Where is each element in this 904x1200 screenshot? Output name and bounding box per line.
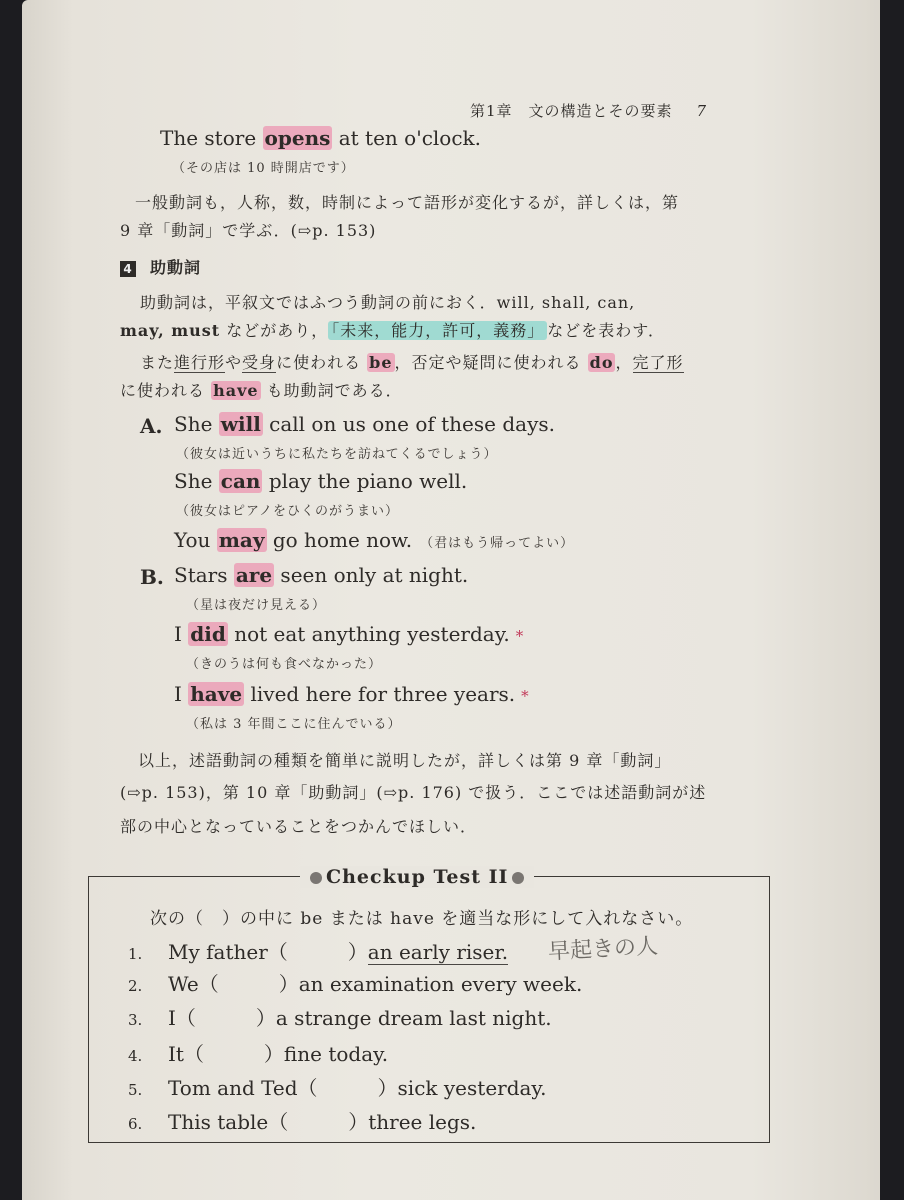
question-text: We（ ）an examination every week. xyxy=(168,972,583,996)
section-number: 4 xyxy=(120,261,136,277)
question-number: 2. xyxy=(128,977,143,995)
section-title: 助動詞 xyxy=(150,258,202,277)
asterisk: * xyxy=(515,627,524,645)
highlight-have: have xyxy=(190,682,243,706)
translation: （彼女は近いうちに私たちを訪ねてくるでしょう） xyxy=(176,447,498,462)
underline-perfect: 完了形 xyxy=(632,353,684,372)
text: や xyxy=(225,353,243,372)
question-text: This table（ ）three legs. xyxy=(168,1110,477,1134)
text: Stars xyxy=(174,563,234,587)
translation: （彼女はピアノをひくのがうまい） xyxy=(176,504,399,519)
text: You xyxy=(174,528,217,552)
example-a3 xyxy=(174,528,574,552)
page-number: 7 xyxy=(696,102,708,120)
question-text: It（ ）fine today. xyxy=(168,1042,389,1066)
para2-line1: 助動詞は，平叙文ではふつう動詞の前におく．will, shall, can, xyxy=(140,293,636,312)
checkup-title xyxy=(300,866,534,888)
highlight-meanings: 「未来，能力，許可，義務」 xyxy=(328,321,547,340)
checkup-instruction: 次の（ ）の中に be または have を適当な形にして入れなさい。 xyxy=(150,909,694,929)
asterisk: * xyxy=(521,687,529,705)
highlight-have: have xyxy=(213,381,259,400)
translation: （私は 3 年間ここに住んでいる） xyxy=(186,717,402,732)
highlight-did: did xyxy=(190,622,226,646)
example-b2 xyxy=(174,622,523,646)
highlight-can: can xyxy=(220,469,261,493)
section-heading xyxy=(120,255,201,278)
highlight-may: may xyxy=(218,528,265,552)
question-number: 4. xyxy=(128,1047,143,1065)
highlight-are: are xyxy=(235,563,273,587)
text: play the piano well. xyxy=(262,469,468,493)
para1-line1: 一般動詞も，人称，数，時制によって語形が変化するが，詳しくは，第 xyxy=(135,193,680,212)
question xyxy=(128,936,508,965)
text: I xyxy=(174,622,189,646)
underline-passive: 受身 xyxy=(242,353,277,372)
para2-line3 xyxy=(140,350,684,373)
text: lived here for three years. xyxy=(244,682,516,706)
question xyxy=(128,1002,552,1031)
para1-line2: 9 章「動詞」で学ぶ．(⇨p. 153) xyxy=(120,221,377,240)
text: などを表わす． xyxy=(547,321,666,340)
group-label-b: B. xyxy=(140,565,164,589)
handwritten-note: 早起きの人 xyxy=(547,934,659,965)
highlight-do: do xyxy=(589,353,614,372)
bullet-icon xyxy=(512,872,524,884)
para3-line1: 以上，述語動詞の種類を簡単に説明したが，詳しくは第 9 章「動詞」 xyxy=(138,751,672,770)
text: She xyxy=(174,412,219,436)
underline-progressive: 進行形 xyxy=(174,353,226,372)
text: また xyxy=(140,353,175,372)
question-text: My father（ ） xyxy=(168,940,368,964)
question-text: Tom and Ted（ ）sick yesterday. xyxy=(168,1076,547,1100)
text: に使われる xyxy=(120,381,212,400)
para2-line4 xyxy=(120,378,403,401)
translation: （その店は 10 時開店です） xyxy=(172,161,355,176)
para3-line3: 部の中心となっていることをつかんでほしい． xyxy=(120,817,478,836)
text: I xyxy=(174,682,189,706)
question-number: 3. xyxy=(128,1011,143,1029)
bullet-icon xyxy=(310,872,322,884)
question xyxy=(128,1106,476,1135)
question xyxy=(128,968,582,997)
example-a1 xyxy=(174,412,555,436)
question-text: I（ ）a strange dream last night. xyxy=(168,1006,552,1030)
question xyxy=(128,1038,388,1067)
group-label-a: A. xyxy=(140,414,163,438)
text: seen only at night. xyxy=(274,563,469,587)
highlight-be: be xyxy=(369,353,393,372)
example-text: at ten o'clock. xyxy=(332,126,482,150)
question-number: 6. xyxy=(128,1115,143,1133)
text: も助動詞である． xyxy=(260,381,403,400)
text: ， xyxy=(615,353,633,372)
translation: （星は夜だけ見える） xyxy=(186,598,327,613)
text: に使われる xyxy=(276,353,368,372)
chapter-title: 第1章 文の構造とその要素 xyxy=(470,102,673,120)
running-header xyxy=(470,100,707,121)
question xyxy=(128,1072,546,1101)
highlight-verb: opens xyxy=(264,126,331,150)
checkup-title-text: Checkup Test II xyxy=(326,866,509,888)
example-a2 xyxy=(174,469,467,493)
para3-line2: (⇨p. 153)，第 10 章「助動詞」(⇨p. 176) で扱う．ここでは述語動詞が述 xyxy=(120,783,707,802)
text: ，否定や疑問に使われる xyxy=(394,353,588,372)
modal-list: may, must xyxy=(120,321,221,340)
text: go home now. xyxy=(266,528,413,552)
question-number: 1. xyxy=(128,945,143,963)
example-b3 xyxy=(174,682,529,706)
translation: （君はもう帰ってよい） xyxy=(420,536,575,551)
text: call on us one of these days. xyxy=(262,412,555,436)
para2-line2 xyxy=(120,318,665,341)
text: She xyxy=(174,469,219,493)
example-opens xyxy=(160,126,481,150)
question-number: 5. xyxy=(128,1081,143,1099)
example-b1 xyxy=(174,563,468,587)
translation: （きのうは何も食べなかった） xyxy=(186,657,383,672)
highlight-will: will xyxy=(220,412,261,436)
underlined-phrase: an early riser. xyxy=(367,940,509,964)
text: not eat anything yesterday. xyxy=(227,622,510,646)
example-text: The store xyxy=(160,126,263,150)
text: などがあり， xyxy=(220,321,329,340)
